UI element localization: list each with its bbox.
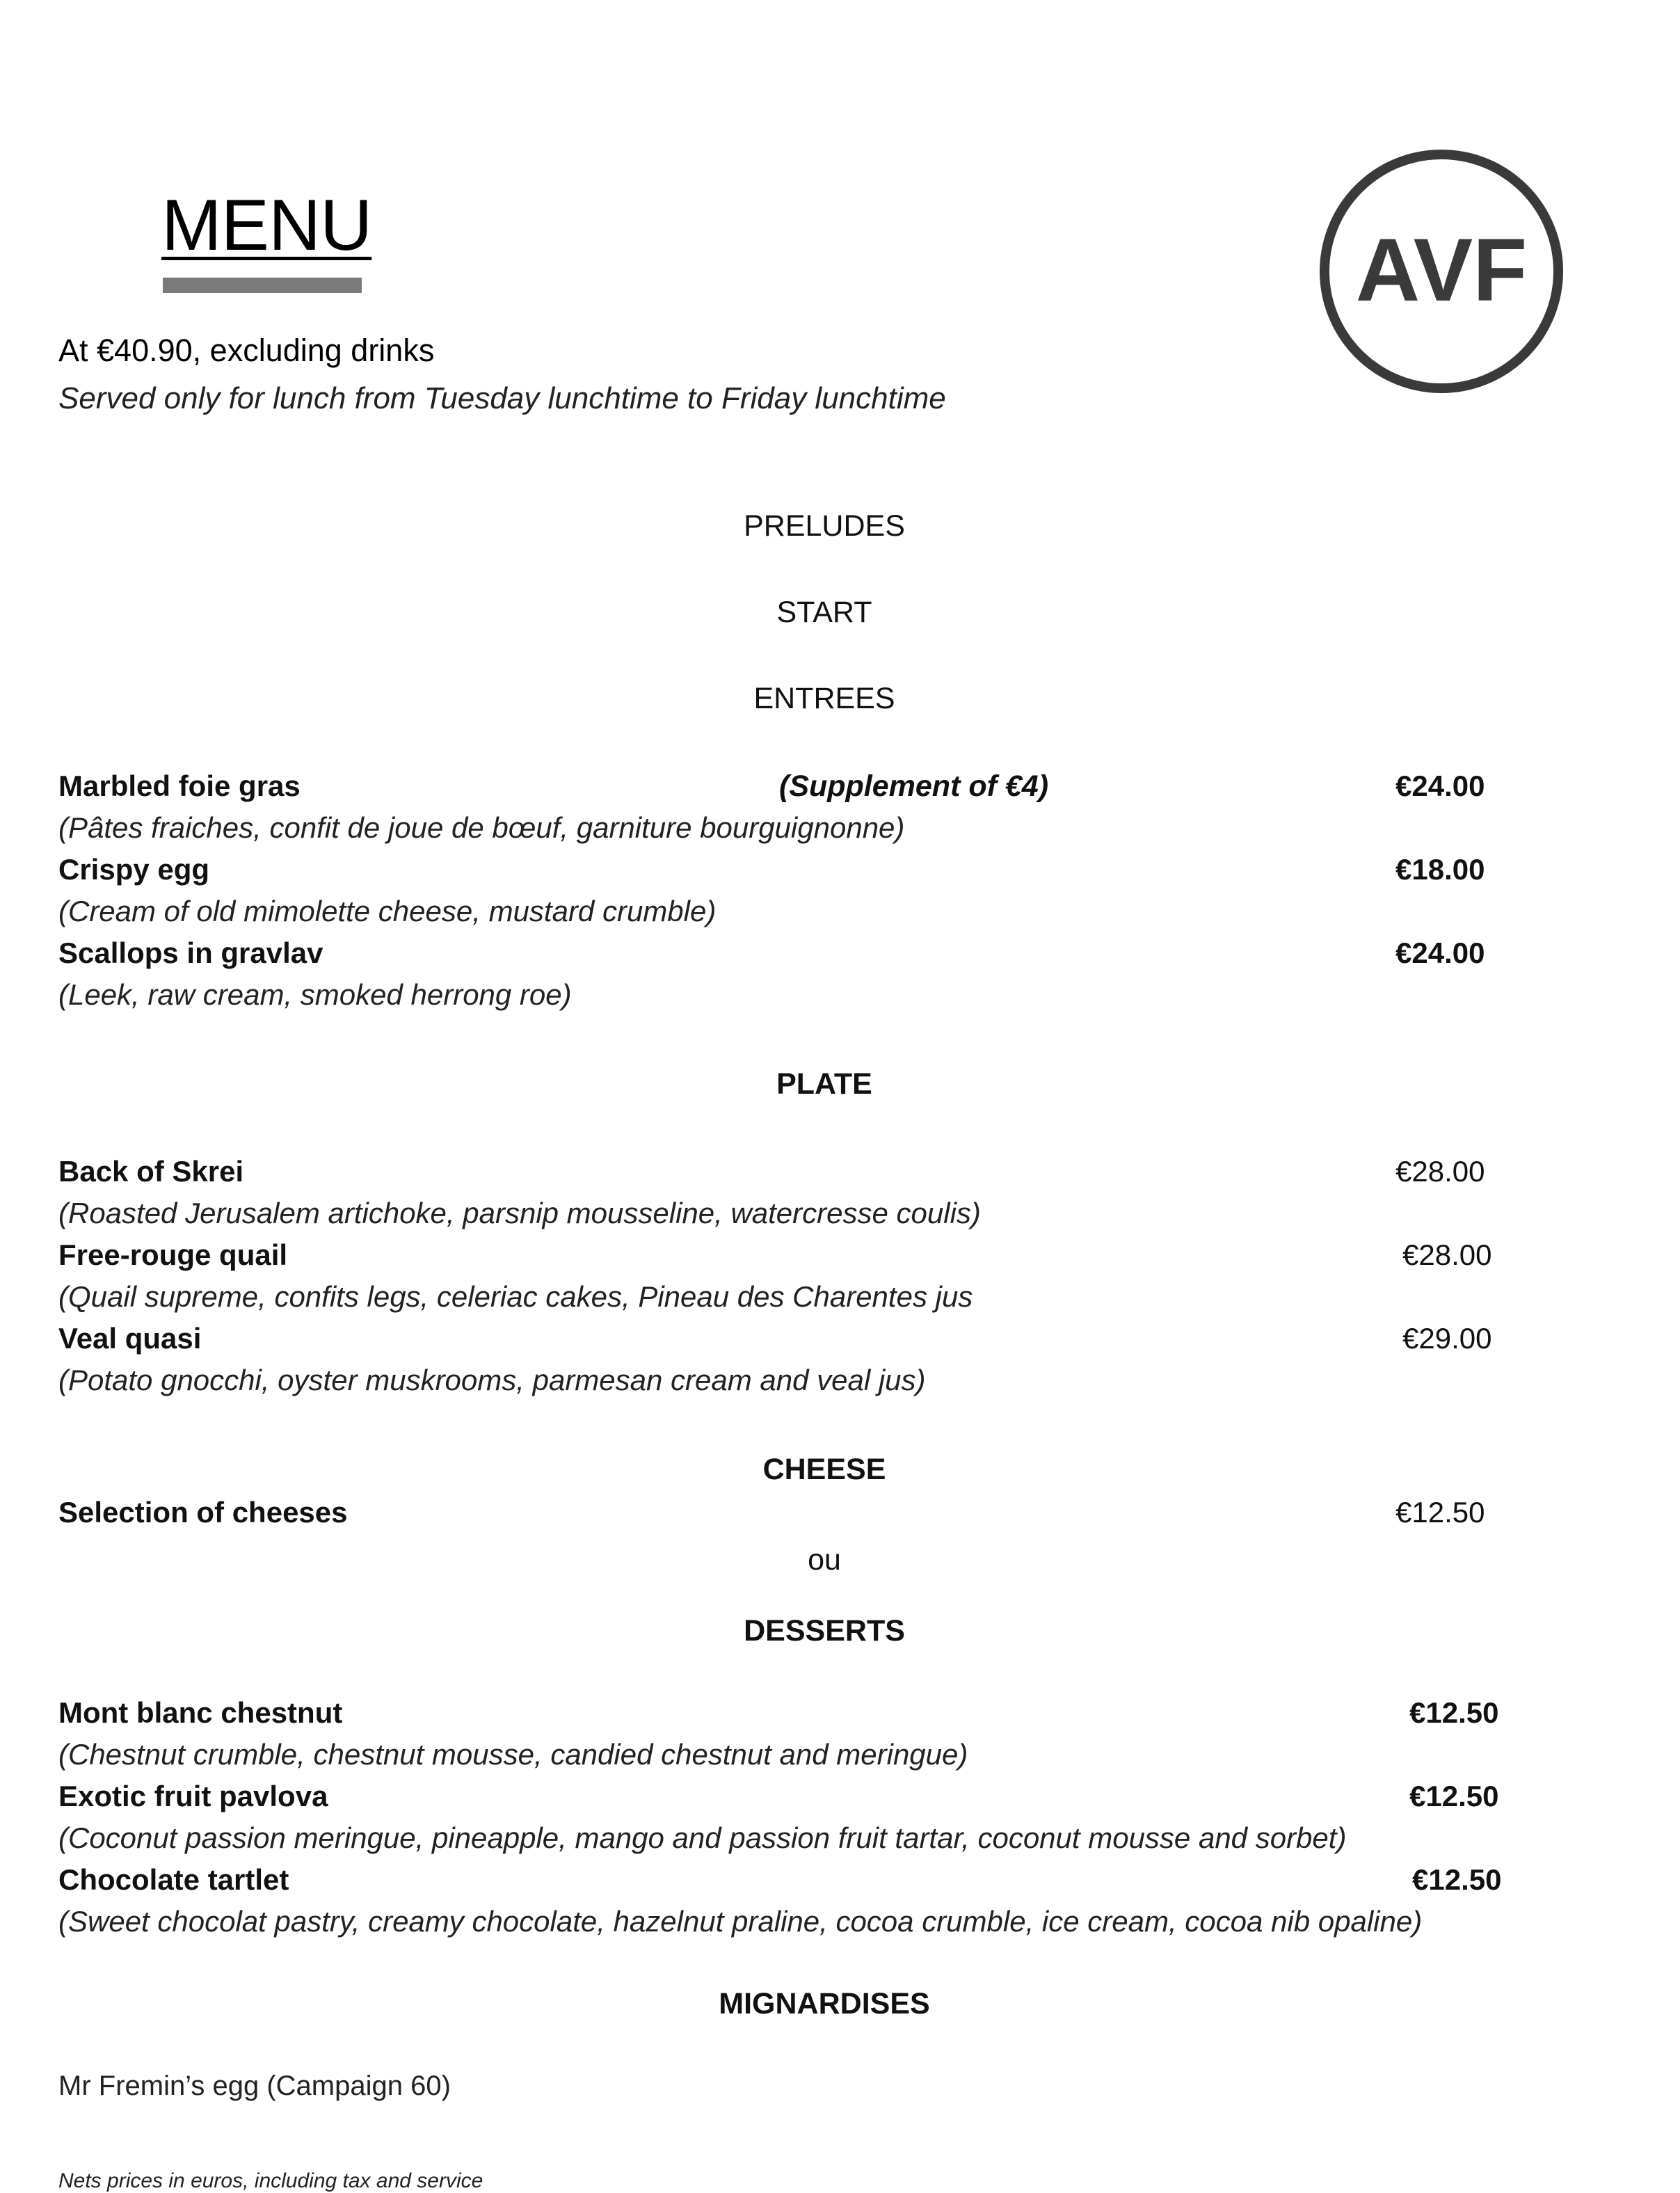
dish-name: Back of Skrei bbox=[58, 1155, 244, 1188]
dish-name: Chocolate tartlet bbox=[58, 1863, 289, 1896]
heading-plate: PLATE bbox=[776, 1067, 872, 1101]
footer-note: Nets prices in euros, including tax and service bbox=[58, 2169, 483, 2192]
dish-name: Exotic fruit pavlova bbox=[58, 1780, 328, 1812]
dish-name: Crispy egg bbox=[58, 853, 210, 886]
dish-price: €12.50 bbox=[1409, 1696, 1499, 1729]
dish-price: €24.00 bbox=[1395, 936, 1485, 969]
heading-cheese: CHEESE bbox=[762, 1453, 886, 1486]
dish-name: Marbled foie gras bbox=[58, 769, 301, 802]
supplement-note: (Supplement of €4) bbox=[779, 769, 1049, 803]
dish-name: Scallops in gravlav bbox=[58, 936, 323, 969]
dish-price: €29.00 bbox=[1402, 1322, 1492, 1355]
heading-desserts: DESSERTS bbox=[744, 1614, 905, 1648]
heading-mignardises: MIGNARDISES bbox=[719, 1987, 930, 2020]
dish-description: (Chestnut crumble, chestnut mousse, candied chestnut and meringue) bbox=[58, 1738, 968, 1771]
logo-text: AVF bbox=[1355, 221, 1528, 320]
dish-price: €12.50 bbox=[1412, 1863, 1502, 1896]
dish-price: €28.00 bbox=[1402, 1238, 1492, 1271]
dish-price: €18.00 bbox=[1395, 853, 1485, 886]
served-note: Served only for lunch from Tuesday lunchtime to Friday lunchtime bbox=[58, 381, 946, 415]
dish-description: (Coconut passion meringue, pineapple, mango and passion fruit tartar, coconut mousse and sorbet) bbox=[58, 1821, 1347, 1854]
dish-price: €24.00 bbox=[1395, 769, 1485, 802]
heading-start: START bbox=[776, 596, 872, 629]
avf-logo bbox=[1316, 146, 1567, 397]
title-underline-bar bbox=[163, 278, 362, 293]
dish-description: (Leek, raw cream, smoked herrong roe) bbox=[58, 978, 572, 1011]
or-separator: ou bbox=[808, 1543, 841, 1577]
dish-description: (Cream of old mimolette cheese, mustard crumble) bbox=[58, 895, 717, 927]
dish-description: (Roasted Jerusalem artichoke, parsnip mousseline, watercresse coulis) bbox=[58, 1197, 981, 1229]
dish-name: Free-rouge quail bbox=[58, 1238, 288, 1271]
dish-description: (Quail supreme, confits legs, celeriac cakes, Pineau des Charentes jus bbox=[58, 1280, 973, 1313]
dish-description: (Potato gnocchi, oyster muskrooms, parmesan cream and veal jus) bbox=[58, 1364, 926, 1396]
dish-description: (Pâtes fraiches, confit de joue de bœuf, garniture bourguignonne) bbox=[58, 811, 905, 844]
mignardises-item: Mr Fremin’s egg (Campaign 60) bbox=[58, 2071, 451, 2101]
dish-price: €12.50 bbox=[1409, 1780, 1499, 1812]
dish-name: Selection of cheeses bbox=[58, 1496, 348, 1529]
dish-name: Veal quasi bbox=[58, 1322, 202, 1355]
menu-title: MENU bbox=[161, 185, 372, 266]
dish-price: €28.00 bbox=[1395, 1155, 1485, 1188]
heading-preludes: PRELUDES bbox=[744, 509, 905, 543]
dish-description: (Sweet chocolat pastry, creamy chocolate, hazelnut praline, cocoa crumble, ice cream, cocoa nib opaline) bbox=[58, 1905, 1423, 1938]
dish-name: Mont blanc chestnut bbox=[58, 1696, 343, 1729]
menu-price-line: At €40.90, excluding drinks bbox=[58, 333, 435, 368]
heading-entrees: ENTREES bbox=[753, 682, 895, 715]
dish-price: €12.50 bbox=[1395, 1496, 1485, 1529]
